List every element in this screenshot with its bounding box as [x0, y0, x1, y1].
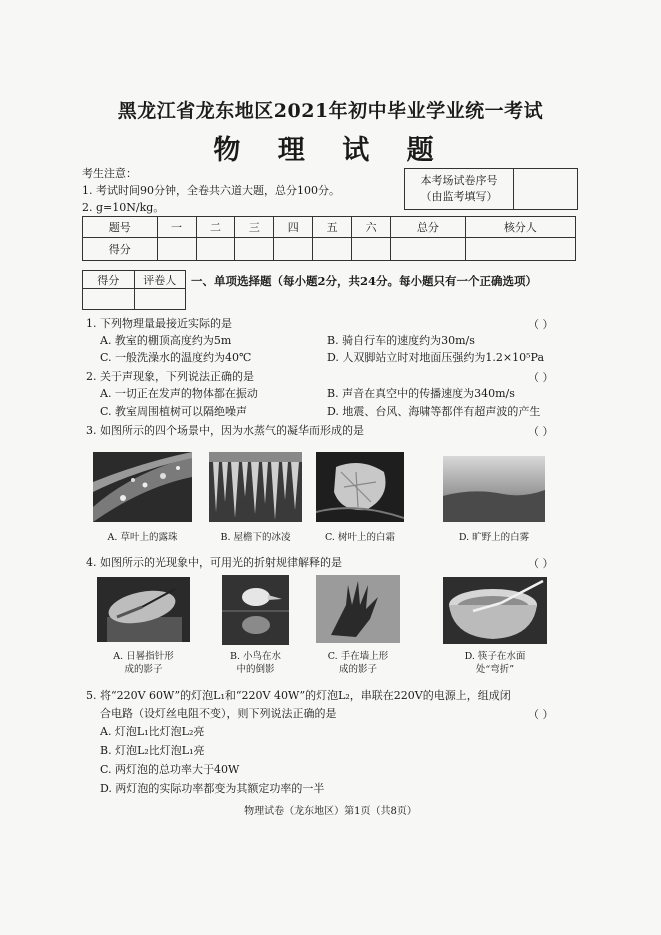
q1-option-a: A. 教室的棚顶高度约为5m [100, 334, 232, 347]
q4-caption-a-line-1: A. 日晷指针形 [113, 651, 174, 662]
q3-caption-c: C. 树叶上的白霜 [325, 532, 395, 543]
candidate-notice [82, 165, 340, 216]
q4-caption-d-line-2: 处“弯折” [475, 664, 515, 675]
grader-score-label: 得分 [83, 271, 135, 289]
q5-stem-line-1: 5. 将“220V 60W”的灯泡L₁和“220V 40W”的灯泡L₂，串联在220V的电源上，组成闭 [86, 689, 511, 702]
q4-caption-a-line-2: 成的影子 [124, 664, 163, 675]
q3-stem: 3. 如图所示的四个场景中，因为水蒸气的凝华而形成的是 [86, 424, 364, 437]
grader-input-row [83, 289, 186, 310]
q2-stem: 2. 关于声现象，下列说法正确的是 [86, 370, 254, 383]
score-cell[interactable] [274, 238, 313, 261]
seat-label-line-2: （由监考填写） [420, 190, 498, 203]
icicles-photo [209, 452, 302, 522]
frost-leaf-photo [316, 452, 404, 522]
notice-heading: 考生注意： [82, 167, 137, 180]
q2-option-c: C. 教室周围植树可以隔绝噪声 [100, 405, 248, 418]
seat-number-box [404, 168, 578, 210]
q4-caption-c-line-2: 成的影子 [338, 664, 377, 675]
q4-caption-d-line-1: D. 筷子在水面 [464, 651, 526, 662]
grader-header-row [83, 271, 186, 289]
sundial-photo [97, 577, 190, 642]
q5-stem-line-2: 合电路（设灯丝电阻不变），则下列说法正确的是 [100, 707, 337, 720]
page-footer: 物理试卷（龙东地区）第1页（共8页） [244, 806, 417, 817]
score-cell[interactable] [352, 238, 391, 261]
score-header-cell: 二 [196, 217, 235, 238]
score-row-label: 得分 [83, 238, 158, 261]
score-header-cell: 题号 [83, 217, 158, 238]
grader-score-cell[interactable] [83, 289, 135, 310]
q3-caption-d: D. 旷野上的白雾 [458, 532, 530, 543]
q5-option-a: A. 灯泡L₁比灯泡L₂亮 [100, 725, 205, 738]
notice-line-2: 2. g=10N/kg。 [82, 201, 165, 214]
fog-field-photo [443, 456, 545, 522]
q1-option-d: D. 人双脚站立时对地面压强约为1.2×10⁵Pa [327, 351, 545, 364]
q4-caption-b [214, 650, 297, 676]
score-cell[interactable] [196, 238, 235, 261]
q4-caption-c-line-1: C. 手在墙上形 [327, 651, 389, 662]
score-header-cell: 一 [157, 217, 196, 238]
q1-stem: 1. 下列物理量最接近实际的是 [86, 317, 232, 330]
q4-caption-c [316, 650, 400, 676]
score-header-cell: 六 [352, 217, 391, 238]
q4-caption-a [97, 650, 190, 676]
q4-answer-paren[interactable]: （ ） [528, 557, 554, 570]
q4-caption-d [445, 650, 545, 676]
score-table [82, 216, 576, 261]
chopsticks-bowl-photo [443, 577, 547, 644]
q5-answer-paren[interactable]: （ ） [528, 708, 554, 721]
score-cell[interactable] [465, 238, 575, 261]
dewdrop-leaf-photo [93, 452, 192, 522]
score-header-cell: 三 [235, 217, 274, 238]
bird-reflection-photo [222, 575, 289, 645]
q4-caption-b-line-1: B. 小鸟在水 [229, 651, 282, 662]
hand-shadow-photo [316, 575, 400, 643]
q5-option-b: B. 灯泡L₂比灯泡L₁亮 [100, 744, 205, 757]
q3-answer-paren[interactable]: （ ） [528, 425, 554, 438]
score-cell[interactable] [235, 238, 274, 261]
subject-title: 物 理 试 题 [213, 135, 448, 166]
score-header-cell: 四 [274, 217, 313, 238]
q5-option-c: C. 两灯泡的总功率大于40W [100, 763, 240, 776]
exam-title: 黑龙江省龙东地区2021年初中毕业学业统一考试 [117, 100, 544, 122]
grader-table [82, 270, 186, 310]
score-header-cell: 核分人 [465, 217, 575, 238]
notice-line-1: 1. 考试时间90分钟，全卷共六道大题，总分100分。 [82, 184, 340, 197]
q4-stem: 4. 如图所示的光现象中，可用光的折射规律解释的是 [86, 556, 342, 569]
grader-name-label: 评卷人 [134, 271, 186, 289]
q3-caption-b: B. 屋檐下的冰凌 [220, 532, 291, 543]
score-cell[interactable] [157, 238, 196, 261]
q1-option-b: B. 骑自行车的速度约为30m/s [327, 334, 475, 347]
q1-option-c: C. 一般洗澡水的温度约为40℃ [100, 351, 252, 364]
seat-number-field[interactable] [514, 169, 577, 209]
q5-option-d: D. 两灯泡的实际功率都变为其额定功率的一半 [100, 782, 325, 795]
grader-name-cell[interactable] [134, 289, 186, 310]
seat-number-label [405, 169, 514, 209]
section-1-heading: 一、单项选择题（每小题2分，共24分。每小题只有一个正确选项） [191, 274, 538, 288]
score-table-header-row [83, 217, 576, 238]
score-header-cell: 五 [313, 217, 352, 238]
score-cell[interactable] [391, 238, 466, 261]
q4-caption-b-line-2: 中的倒影 [236, 664, 275, 675]
score-cell[interactable] [313, 238, 352, 261]
q2-option-a: A. 一切正在发声的物体都在振动 [100, 387, 258, 400]
q2-option-b: B. 声音在真空中的传播速度为340m/s [327, 387, 515, 400]
seat-label-line-1: 本考场试卷序号 [420, 174, 498, 187]
q2-answer-paren[interactable]: （ ） [528, 371, 554, 384]
score-table-score-row [83, 238, 576, 261]
score-header-cell: 总分 [391, 217, 466, 238]
q2-option-d: D. 地震、台风、海啸等都伴有超声波的产生 [327, 405, 541, 418]
q3-caption-a: A. 草叶上的露珠 [107, 532, 178, 543]
q1-answer-paren[interactable]: （ ） [528, 318, 554, 331]
